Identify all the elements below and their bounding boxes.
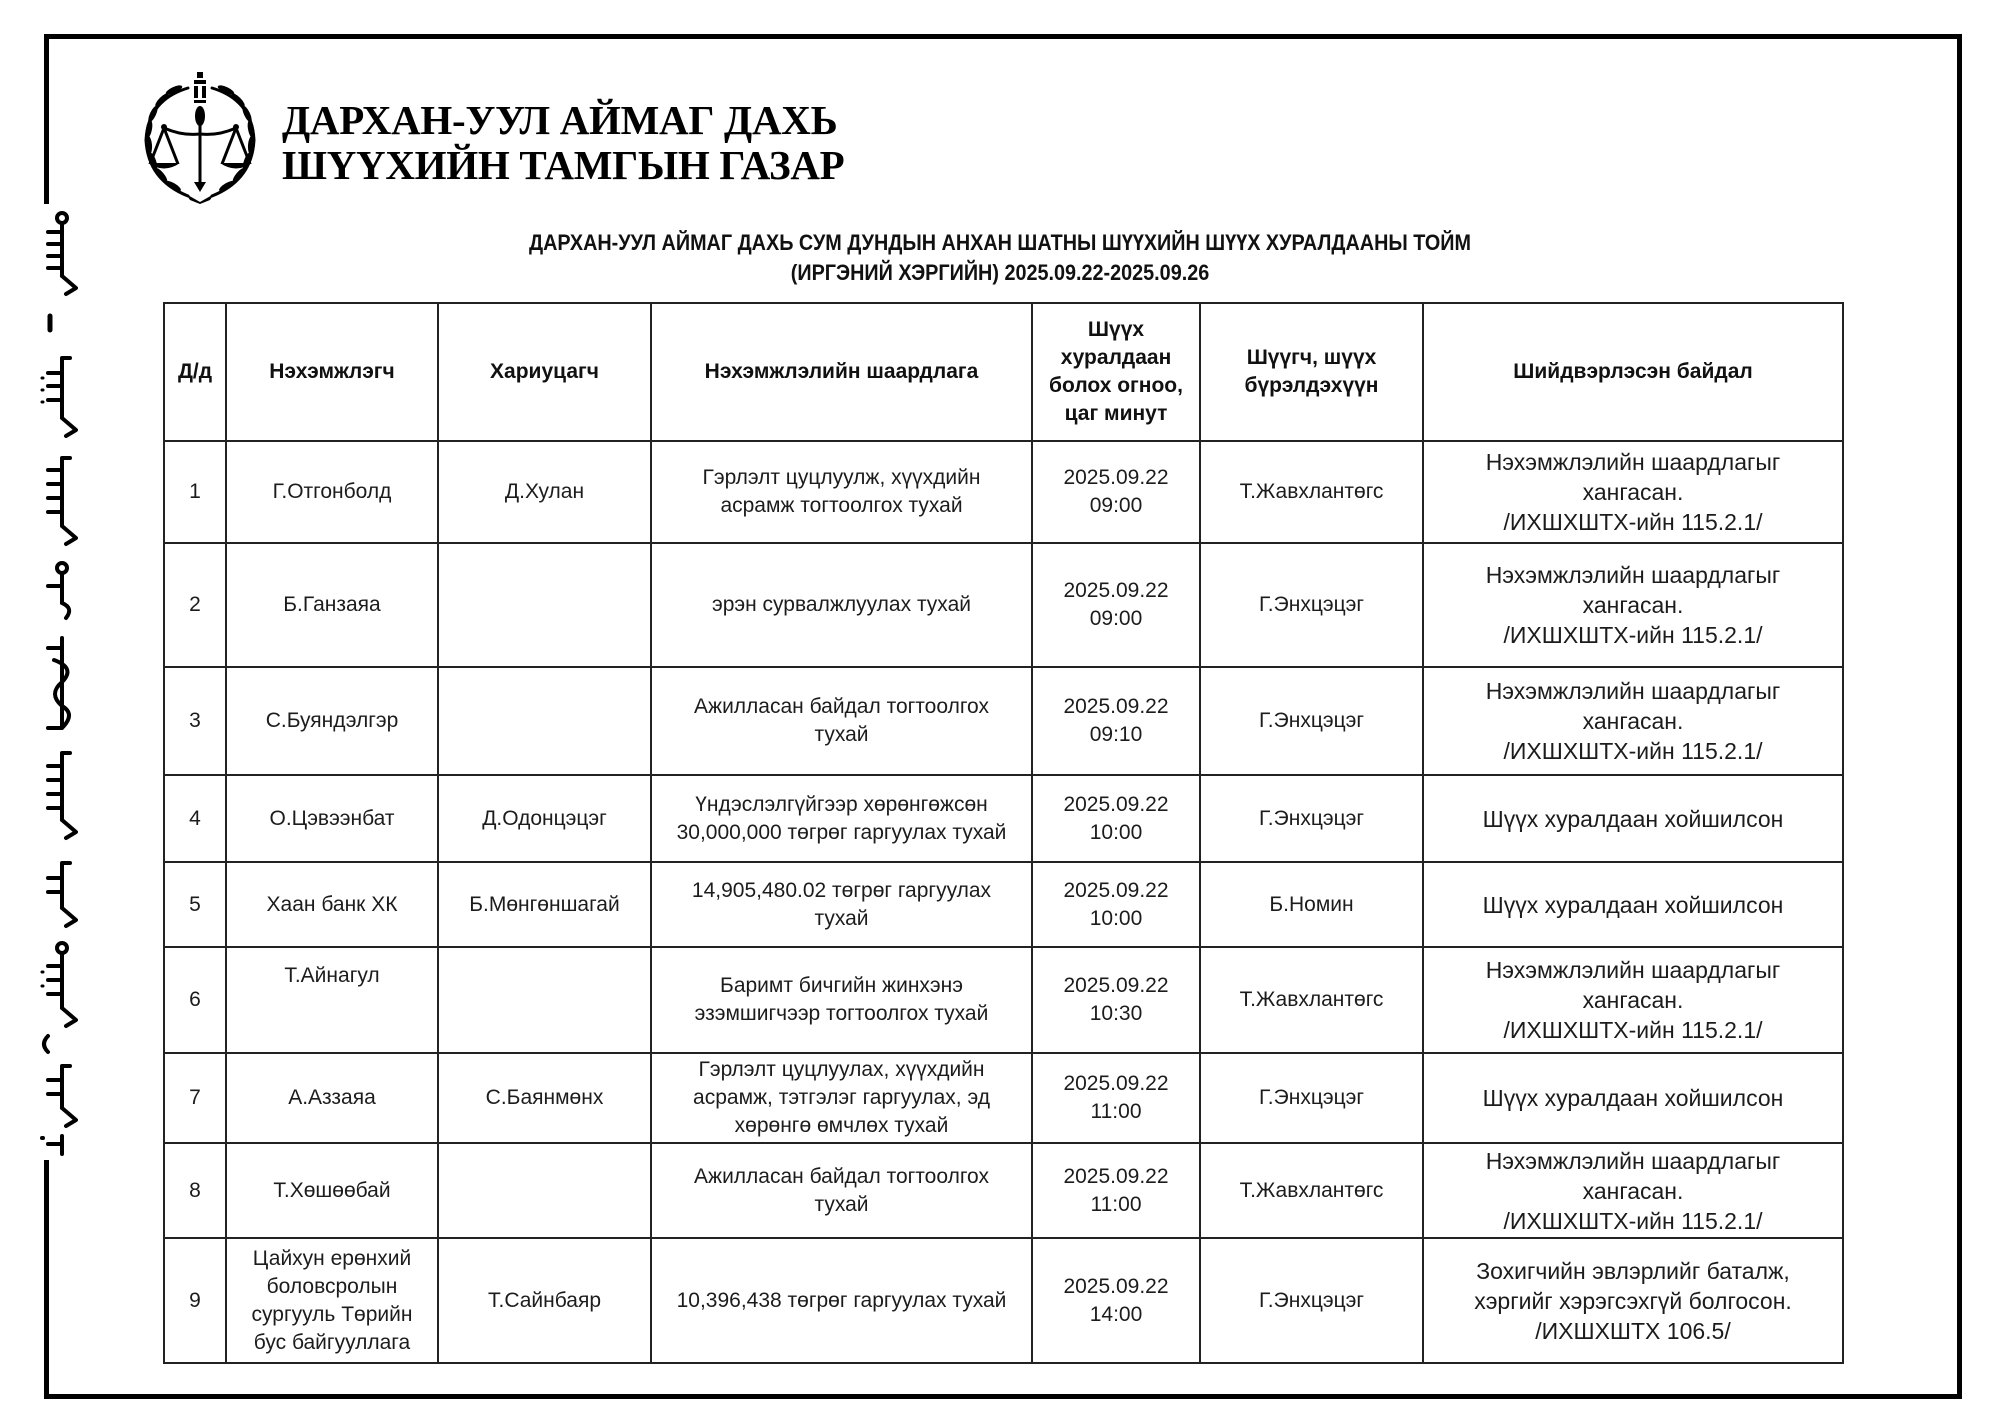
- cell-datetime: 2025.09.22 11:00: [1032, 1053, 1200, 1143]
- cell-datetime: 2025.09.22 11:00: [1032, 1143, 1200, 1238]
- organization-name-line2: ШҮҮХИЙН ТАМГЫН ГАЗАР: [282, 142, 845, 188]
- header-decision: Шийдвэрлэсэн байдал: [1423, 303, 1843, 441]
- court-emblem-icon: [138, 70, 262, 204]
- cell-judge: Г.Энхцэцэг: [1200, 543, 1423, 667]
- cell-datetime: 2025.09.22 09:10: [1032, 667, 1200, 775]
- frame-border-top: [46, 34, 1962, 39]
- table-row: [164, 543, 1843, 667]
- cell-judge: Т.Жавхлантөгс: [1200, 441, 1423, 543]
- table-row: [164, 862, 1843, 947]
- cell-decision: Нэхэмжлэлийн шаардлагыг хангасан. /ИХШХШТХ-ийн 115.2.1/: [1423, 543, 1843, 667]
- table-row: [164, 1053, 1843, 1143]
- cell-defendant: [438, 667, 651, 775]
- cell-judge: Б.Номин: [1200, 862, 1423, 947]
- frame-border-left-lower: [44, 1160, 49, 1399]
- cell-number: 6: [164, 947, 226, 1053]
- cell-decision: Шүүх хуралдаан хойшилсон: [1423, 1053, 1843, 1143]
- cell-claim: Баримт бичгийн жинхэнэ эзэмшигчээр тогтоолгох тухай: [651, 947, 1032, 1053]
- cell-datetime: 2025.09.22 14:00: [1032, 1238, 1200, 1363]
- table-header-row: [164, 303, 1843, 441]
- cell-number: 9: [164, 1238, 226, 1363]
- header-number: Д/д: [164, 303, 226, 441]
- cell-plaintiff: Т.Айнагул: [226, 947, 438, 1053]
- cell-datetime: 2025.09.22 10:30: [1032, 947, 1200, 1053]
- cell-defendant: [438, 543, 651, 667]
- cell-judge: Т.Жавхлантөгс: [1200, 1143, 1423, 1238]
- header-plaintiff: Нэхэмжлэгч: [226, 303, 438, 441]
- organization-name-line1: ДАРХАН-УУЛ АЙМАГ ДАХЬ: [282, 97, 838, 143]
- table-row: [164, 667, 1843, 775]
- table-row: [164, 1238, 1843, 1363]
- cell-decision: Нэхэмжлэлийн шаардлагыг хангасан. /ИХШХШТХ-ийн 115.2.1/: [1423, 947, 1843, 1053]
- cell-claim: Ажилласан байдал тогтоолгох тухай: [651, 667, 1032, 775]
- cell-claim: 10,396,438 төгрөг гаргуулах тухай: [651, 1238, 1032, 1363]
- cell-number: 2: [164, 543, 226, 667]
- table-row: [164, 441, 1843, 543]
- frame-border-bottom: [46, 1394, 1962, 1399]
- document-title: [370, 228, 1630, 288]
- header-defendant: Хариуцагч: [438, 303, 651, 441]
- cell-judge: Г.Энхцэцэг: [1200, 667, 1423, 775]
- cell-number: 4: [164, 775, 226, 862]
- mongolian-script-vertical-text: [18, 208, 78, 1156]
- cell-decision: Шүүх хуралдаан хойшилсон: [1423, 775, 1843, 862]
- header-claim: Нэхэмжлэлийн шаардлага: [651, 303, 1032, 441]
- hearings-table: [163, 302, 1844, 1364]
- header-hearing-datetime: Шүүх хуралдаан болох огноо, цаг минут: [1032, 303, 1200, 441]
- cell-plaintiff: Г.Отгонболд: [226, 441, 438, 543]
- cell-judge: Г.Энхцэцэг: [1200, 1053, 1423, 1143]
- cell-datetime: 2025.09.22 09:00: [1032, 543, 1200, 667]
- cell-datetime: 2025.09.22 10:00: [1032, 862, 1200, 947]
- cell-defendant: Д.Одонцэцэг: [438, 775, 651, 862]
- organization-name: [282, 98, 844, 188]
- cell-judge: Т.Жавхлантөгс: [1200, 947, 1423, 1053]
- cell-plaintiff: А.Аззаяа: [226, 1053, 438, 1143]
- cell-defendant: Д.Хулан: [438, 441, 651, 543]
- cell-number: 8: [164, 1143, 226, 1238]
- cell-decision: Зохигчийн эвлэрлийг баталж, хэргийг хэрэгсэхгүй болгосон. /ИХШХШТХ 106.5/: [1423, 1238, 1843, 1363]
- frame-border-left-upper: [44, 34, 49, 204]
- cell-claim: Гэрлэлт цуцлуулж, хүүхдийн асрамж тогтоолгох тухай: [651, 441, 1032, 543]
- cell-number: 1: [164, 441, 226, 543]
- cell-defendant: Т.Сайнбаяр: [438, 1238, 651, 1363]
- cell-judge: Г.Энхцэцэг: [1200, 775, 1423, 862]
- cell-judge: Г.Энхцэцэг: [1200, 1238, 1423, 1363]
- cell-plaintiff: Т.Хөшөөбай: [226, 1143, 438, 1238]
- cell-decision: Нэхэмжлэлийн шаардлагыг хангасан. /ИХШХШТХ-ийн 115.2.1/: [1423, 1143, 1843, 1238]
- cell-defendant: [438, 1143, 651, 1238]
- cell-plaintiff: Хаан банк ХК: [226, 862, 438, 947]
- cell-decision: Шүүх хуралдаан хойшилсон: [1423, 862, 1843, 947]
- cell-number: 7: [164, 1053, 226, 1143]
- cell-decision: Нэхэмжлэлийн шаардлагыг хангасан. /ИХШХШТХ-ийн 115.2.1/: [1423, 441, 1843, 543]
- cell-number: 5: [164, 862, 226, 947]
- cell-defendant: Б.Мөнгөншагай: [438, 862, 651, 947]
- cell-datetime: 2025.09.22 09:00: [1032, 441, 1200, 543]
- table-row: [164, 1143, 1843, 1238]
- cell-plaintiff: С.Буяндэлгэр: [226, 667, 438, 775]
- cell-claim: Үндэслэлгүйгээр хөрөнгөжсөн 30,000,000 төгрөг гаргуулах тухай: [651, 775, 1032, 862]
- cell-plaintiff: О.Цэвээнбат: [226, 775, 438, 862]
- cell-claim: Гэрлэлт цуцлуулах, хүүхдийн асрамж, тэтгэлэг гаргуулах, эд хөрөнгө өмчлөх тухай: [651, 1053, 1032, 1143]
- cell-claim: Ажилласан байдал тогтоолгох тухай: [651, 1143, 1032, 1238]
- document-title-line2: (ИРГЭНИЙ ХЭРГИЙН) 2025.09.22-2025.09.26: [790, 260, 1210, 285]
- cell-defendant: С.Баянмөнх: [438, 1053, 651, 1143]
- document-title-line1: ДАРХАН-УУЛ АЙМАГ ДАХЬ СУМ ДУНДЫН АНХАН ШАТНЫ ШҮҮХИЙН ШҮҮХ ХУРАЛДААНЫ ТОЙМ: [529, 230, 1471, 255]
- cell-claim: эрэн сурвалжлуулах тухай: [651, 543, 1032, 667]
- cell-claim: 14,905,480.02 төгрөг гаргуулах тухай: [651, 862, 1032, 947]
- cell-defendant: [438, 947, 651, 1053]
- header-judge: Шүүгч, шүүх бүрэлдэхүүн: [1200, 303, 1423, 441]
- cell-datetime: 2025.09.22 10:00: [1032, 775, 1200, 862]
- frame-border-right: [1957, 34, 1962, 1399]
- cell-decision: Нэхэмжлэлийн шаардлагыг хангасан. /ИХШХШТХ-ийн 115.2.1/: [1423, 667, 1843, 775]
- table-row: [164, 775, 1843, 862]
- cell-plaintiff: Цайхун ерөнхий боловсролын сургууль Төрийн бус байгууллага: [226, 1238, 438, 1363]
- cell-plaintiff: Б.Ганзаяа: [226, 543, 438, 667]
- cell-number: 3: [164, 667, 226, 775]
- table-row: [164, 947, 1843, 1053]
